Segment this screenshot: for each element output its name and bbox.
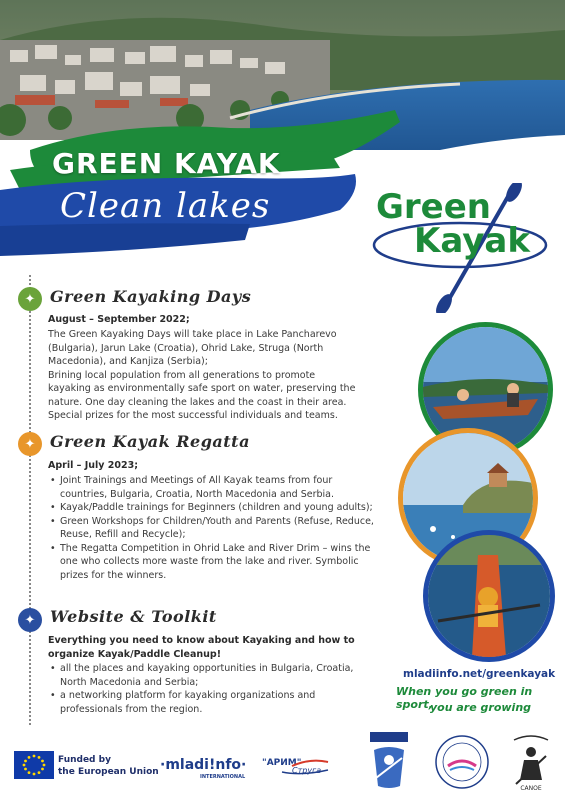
eu-funding-text (58, 754, 159, 778)
kayak-club-bristrr-logo (366, 730, 412, 792)
eu-line-1: Funded by (58, 755, 111, 765)
bullet-list (48, 474, 378, 582)
arim-logo-text: "АРИМ" (262, 758, 302, 768)
photo-kayak-paddler (423, 530, 555, 662)
list-item: • Green Workshops for Children/Youth and Parents (Refuse, Reduce, Reuse, Refill and Recycle); (48, 515, 378, 542)
slogan-line-1: When you go green in sport, (396, 685, 533, 711)
paragraph-line: nature. One day cleaning the lakes and the coast in their area. (48, 396, 347, 408)
section-title: Website & Toolkit (50, 607, 217, 626)
section-paragraph (48, 328, 380, 423)
arim-logo-sub: Струга (292, 766, 322, 775)
arim-kayak-icon (262, 756, 330, 778)
section-intro: Everything you need to know about Kayaking and how to organize Kayak/Paddle Cleanup! (48, 635, 355, 660)
mladiinfo-sub: INTERNATIONAL (200, 774, 246, 780)
water-land-canoe-logo (508, 730, 554, 792)
paragraph-line: Special prizes for the most successful individuals and teams. (48, 410, 338, 421)
section-date: August – September 2022; (48, 314, 190, 325)
paragraph-line: kayaking as environmentally safe sport on water, preserving the (48, 383, 356, 394)
hero-subtitle: Clean lakes (60, 186, 271, 226)
section-title: Green Kayak Regatta (50, 432, 250, 451)
list-item: • Joint Trainings and Meetings of All Kayak teams from four countries, Bulgaria, Croatia, North Macedonia and Serbia. (48, 474, 378, 501)
paragraph-line: Macedonia), and Kanjiza (Serbia); (48, 356, 208, 367)
list-item: • a networking platform for kayaking organizations and professionals from the region. (48, 689, 378, 716)
kayak-club-seal-logo (434, 734, 490, 790)
paragraph-line: (Bulgaria), Jarun Lake (Croatia), Ohrid Lake, Struga (North (48, 342, 324, 354)
hero-title: GREEN KAYAK (52, 147, 281, 180)
kayaker-icon: ✦ (18, 287, 42, 311)
bullet-list (48, 662, 378, 716)
section-title: Green Kayaking Days (50, 287, 252, 306)
list-item: • Kayak/Paddle trainings for Beginners (children and young adults); (48, 501, 378, 515)
logo-text-kayak: Kayak (414, 221, 530, 261)
list-item: • all the places and kayaking opportunities in Bulgaria, Croatia, North Macedonia and Serbia; (48, 662, 378, 689)
paragraph-line: Brining local population from all generations to promote (48, 369, 316, 381)
green-kayak-logo (370, 183, 550, 313)
kayaker-icon: ✦ (18, 432, 42, 456)
timeline-line (29, 275, 31, 725)
mladiinfo-logo: ·mladi!nfo· (160, 757, 247, 773)
logo-text-green: Green (376, 187, 491, 227)
eu-flag-icon (14, 751, 54, 779)
eu-line-2: the European Union (58, 767, 159, 777)
list-item: • The Regatta Competition in Ohrid Lake and River Drim – wins the one who collects more waste from the lake and river. Symbolic prizes for the winners. (48, 542, 378, 583)
slogan-line-2: you are growing (430, 701, 532, 714)
svg-text:CANOE: CANOE (520, 785, 542, 792)
section-date: April – July 2023; (48, 460, 139, 471)
kayaker-icon: ✦ (18, 608, 42, 632)
website-link[interactable]: mladiinfo.net/greenkayak (403, 668, 556, 680)
paragraph-line: The Green Kayaking Days will take place in Lake Pancharevo (48, 329, 337, 340)
